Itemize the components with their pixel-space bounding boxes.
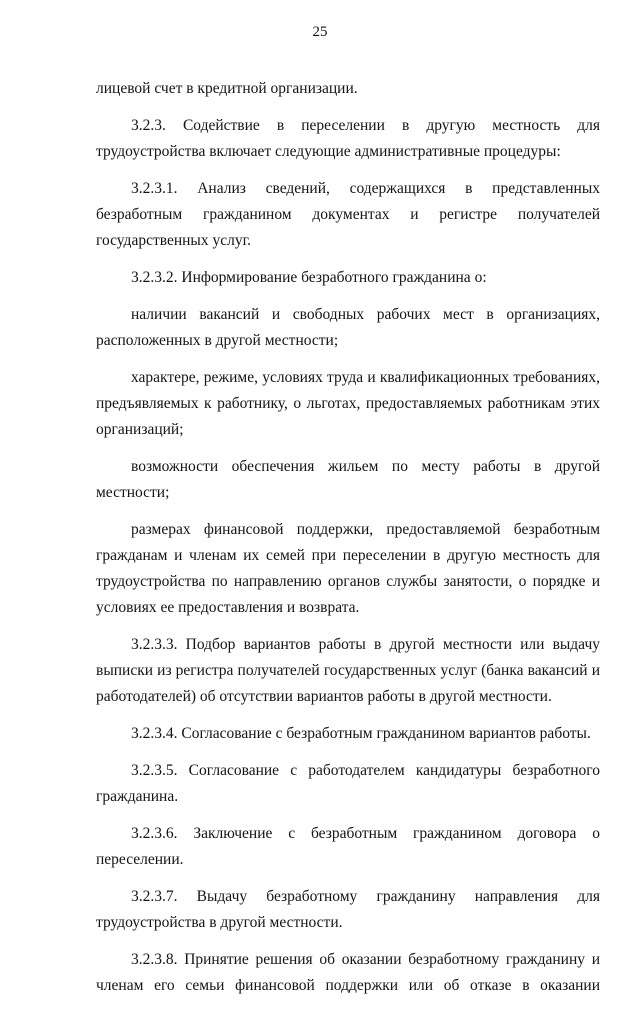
paragraph-3-2-3-8: 3.2.3.8. Принятие решения об оказании безработному гражданину и членам его семьи финансовой поддержки или об отказе в оказании [96,951,600,994]
page-number: 25 [312,24,328,40]
paragraph-3-2-3-3: 3.2.3.3. Подбор вариантов работы в другой местности или выдачу выписки из регистра получателей государственных услуг (банка вакансий и работодателей) об отсутствии вариантов работы в другой местности. [96,636,600,705]
list-item-financial-support: размерах финансовой поддержки, предоставляемой безработным гражданам и членам их семей при переселении в другую местность для трудоустройства по направлению органов службы занятости, о порядке и условиях ее предоставления и возврата. [96,521,600,616]
paragraph-3-2-3-1: 3.2.3.1. Анализ сведений, содержащихся в представленных безработным гражданином документах и регистре получателей государственных услуг. [96,180,600,249]
paragraph-3-2-3: 3.2.3. Содействие в переселении в другую местность для трудоустройства включает следующие административные процедуры: [96,117,600,160]
document-body [96,76,600,1010]
paragraph-3-2-3-4: 3.2.3.4. Согласование с безработным гражданином вариантов работы. [131,725,591,742]
list-item-vacancies: наличии вакансий и свободных рабочих мест в организациях, расположенных в другой местности; [96,306,600,349]
paragraph-3-2-3-6: 3.2.3.6. Заключение с безработным гражданином договора о переселении. [96,825,600,868]
paragraph-3-2-3-7: 3.2.3.7. Выдачу безработному гражданину направления для трудоустройства в другой местности. [96,888,600,931]
list-item-housing: возможности обеспечения жильем по месту работы в другой местности; [96,458,600,501]
list-item-work-conditions: характере, режиме, условиях труда и квалификационных требованиях, предъявляемых к работнику, о льготах, предоставляемых работникам этих организаций; [96,369,600,438]
paragraph-3-2-3-5: 3.2.3.5. Согласование с работодателем кандидатуры безработного гражданина. [96,762,600,805]
paragraph-3-2-3-2: 3.2.3.2. Информирование безработного гражданина о: [131,269,487,286]
paragraph-continuation: лицевой счет в кредитной организации. [96,80,358,97]
